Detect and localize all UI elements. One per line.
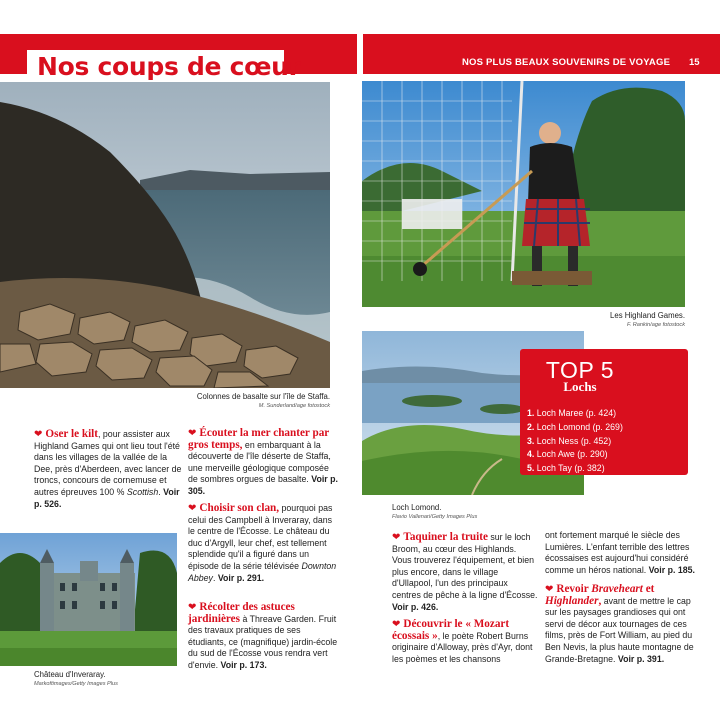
item-name: Loch Awe bbox=[536, 449, 575, 460]
item-name: Loch Ness bbox=[536, 435, 579, 446]
highlight-italic: Scottish bbox=[126, 486, 159, 497]
item-number: 5. bbox=[527, 463, 535, 474]
heart-icon: ❤ bbox=[188, 428, 197, 439]
page-number: 15 bbox=[689, 57, 700, 68]
highlight-heading: Écouter la mer chanter par gros temps, bbox=[188, 427, 330, 451]
highlight-heading-end: , bbox=[598, 594, 602, 607]
list-item bbox=[527, 462, 623, 476]
page-ref: Voir p. 185. bbox=[648, 564, 695, 575]
highlight-heading: Récolter des astuces jardinières bbox=[188, 601, 295, 625]
page-ref: Voir p. 291. bbox=[217, 572, 265, 583]
highlight-braveheart bbox=[545, 584, 695, 665]
header-bar-right bbox=[363, 34, 720, 74]
highlight-text: à Threave Garden. Fruit des travaux pratiques de ses étudiants, ce (magnifique) jardin-école du sud de l'Écosse vous rendra vert d'envie. bbox=[188, 613, 338, 670]
heart-icon: ❤ bbox=[188, 602, 197, 613]
item-name: Loch Lomond bbox=[536, 421, 591, 432]
list-item bbox=[527, 421, 623, 435]
caption-staffa bbox=[140, 392, 330, 410]
photo-credit: Markoftimages/Getty Images Plus bbox=[34, 681, 118, 687]
highlight-jardinieres bbox=[188, 602, 338, 672]
highlight-tail: . bbox=[212, 572, 218, 583]
highlight-text: pourquoi pas celui des Campbell à Inveraray, dans le centre de l'Écosse. Le château du duc d'Argyll, leur chef, est tellement splendide qu'il a figuré dans un épisode de la série télévisée bbox=[188, 503, 333, 571]
photo-credit: Flavio Vallenari/Getty Images Plus bbox=[392, 514, 478, 520]
caption-highland-games bbox=[520, 311, 685, 329]
highlight-text: en embarquant à la découverte de l'île déserte de Staffa, une merveille géologique composée de sombres orgues de basalte. bbox=[188, 439, 331, 485]
highlight-tail: . bbox=[158, 486, 164, 497]
item-name: Loch Tay bbox=[536, 463, 572, 474]
photo-staffa bbox=[0, 82, 330, 388]
caption-inveraray bbox=[34, 670, 194, 688]
highlight-text: ont fortement marqué le siècle des Lumières. L'enfant terrible des lettres écossaises est aujourd'hui considéré comme un héros national. bbox=[545, 530, 690, 575]
page-ref: Voir p. 426. bbox=[392, 601, 439, 612]
item-number: 2. bbox=[527, 421, 535, 432]
item-ref: (p. 269) bbox=[592, 421, 623, 432]
highlight-heading: Choisir son clan, bbox=[199, 502, 280, 514]
highlight-clan bbox=[188, 503, 338, 584]
caption-text: Château d'Inveraray. bbox=[34, 670, 106, 679]
item-ref: (p. 290) bbox=[577, 449, 608, 460]
page-ref: Voir p. 391. bbox=[617, 653, 665, 664]
heart-icon: ❤ bbox=[34, 429, 43, 440]
page-ref: Voir p. 173. bbox=[220, 659, 267, 670]
item-number: 4. bbox=[527, 449, 535, 460]
highlight-heading: Oser le kilt bbox=[45, 428, 99, 440]
photo-credit: F. Rankin/age fotostock bbox=[626, 322, 685, 328]
page-ref: Voir p. 526. bbox=[34, 486, 180, 509]
item-ref: (p. 424) bbox=[585, 408, 617, 418]
highlight-text: , pour assister aux Highland Games qui ont lieu tout l'été dans les villages de la vallée de la Dee, près d'Aberdeen, avec lancer de troncs, concours de cornemuse et autres épreuves 100 % bbox=[34, 429, 182, 497]
highlight-text: , le poète Robert Burns originaire d'Alloway, près d'Ayr, dont les poèmes et les chansons bbox=[392, 630, 533, 664]
photo-inveraray bbox=[0, 533, 177, 666]
caption-text: Loch Lomond. bbox=[392, 503, 442, 512]
list-item bbox=[527, 407, 623, 421]
top5-list bbox=[527, 407, 623, 476]
highlight-heading-mid: et bbox=[642, 583, 655, 595]
item-ref: (p. 382) bbox=[574, 463, 605, 474]
item-number: 1. bbox=[527, 408, 535, 418]
highlight-mozart bbox=[392, 619, 538, 665]
heart-icon: ❤ bbox=[392, 619, 401, 630]
highlight-mozart-continued bbox=[545, 530, 695, 576]
highlight-italic: Downton Abbey bbox=[188, 560, 337, 583]
item-ref: (p. 452) bbox=[580, 435, 612, 446]
highlight-kilt bbox=[34, 429, 184, 510]
highlight-text: avant de mettre le cap sur les paysages grandioses qui ont servi de décor aux tournages de ces films, près de Fort William, au pied du Ben Nevis, la plus haute montagne de Grande-Bretagne. bbox=[545, 595, 694, 664]
page-title: Nos coups de cœur bbox=[37, 52, 301, 81]
photo-credit: M. Sunderland/age fotostock bbox=[258, 403, 330, 409]
running-head: NOS PLUS BEAUX SOUVENIRS DE VOYAGE bbox=[462, 57, 671, 68]
item-name: Loch Maree bbox=[536, 408, 584, 418]
highlight-heading: Revoir bbox=[556, 583, 592, 595]
list-item bbox=[527, 435, 623, 449]
highlight-truite bbox=[392, 532, 538, 613]
top5-box bbox=[520, 349, 688, 475]
page-ref: Voir p. 305. bbox=[188, 474, 338, 496]
heart-icon: ❤ bbox=[392, 532, 401, 543]
highlight-mer bbox=[188, 428, 338, 498]
caption-loch-lomond bbox=[392, 503, 582, 521]
heart-icon: ❤ bbox=[188, 503, 197, 514]
top5-subtitle: Lochs bbox=[563, 379, 597, 394]
heart-icon: ❤ bbox=[545, 584, 554, 595]
photo-highland-games bbox=[362, 81, 685, 307]
caption-text: Les Highland Games. bbox=[610, 311, 685, 320]
highlight-text: sur le loch Broom, au cœur des Highlands. Vous trouverez l'équipement, et bien plus encore, dans le village d'Ullapool, l'un des principaux centres de pêche à la ligne d'Écosse. bbox=[392, 532, 538, 600]
highlight-heading-italic-2: Highlander bbox=[545, 594, 599, 607]
highlight-heading-italic: Braveheart bbox=[591, 583, 643, 595]
caption-text: Colonnes de basalte sur l'île de Staffa. bbox=[196, 392, 330, 401]
highlight-heading: Taquiner la truite bbox=[403, 531, 488, 543]
highlight-heading: Découvrir le « Mozart écossais » bbox=[392, 618, 510, 642]
top5-title: TOP 5 bbox=[545, 357, 615, 383]
item-number: 3. bbox=[527, 435, 535, 446]
list-item bbox=[527, 448, 623, 462]
